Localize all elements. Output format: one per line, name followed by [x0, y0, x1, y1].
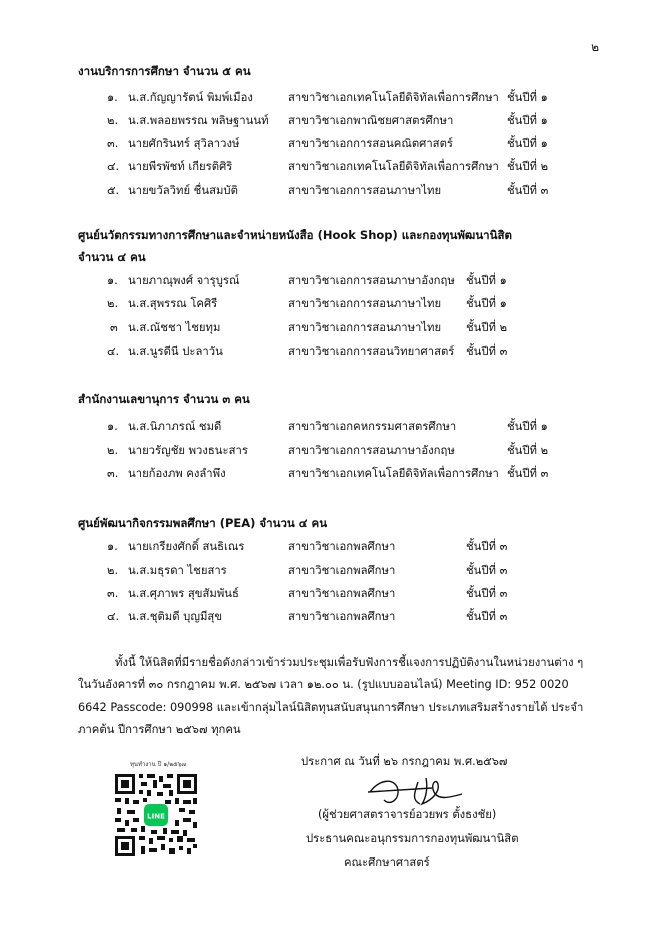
- list-item: [0, 441, 659, 459]
- student-year: ชั้นปีที่ ๓: [507, 467, 549, 480]
- item-number: ๕.: [107, 184, 120, 197]
- student-year: ชั้นปีที่ ๑: [507, 420, 548, 433]
- student-year: ชั้นปีที่ ๒: [507, 160, 549, 173]
- student-year: ชั้นปีที่ ๑: [507, 91, 548, 104]
- item-number: ๓.: [107, 587, 119, 600]
- student-name: น.ส.นูรดีนี ปะลาวัน: [128, 345, 223, 358]
- list-item: [0, 607, 659, 625]
- list-item: [0, 271, 659, 289]
- line-logo-text: LINE: [147, 812, 165, 821]
- signer-faculty: คณะศึกษาศาสตร์: [344, 856, 430, 869]
- student-year: ชั้นปีที่ ๓: [507, 184, 549, 197]
- list-item: [0, 294, 659, 312]
- item-number: ๒.: [107, 444, 119, 457]
- section-title-hook-shop: ศูนย์นวัตกรรมทางการศึกษาและจำหน่ายหนังสือ (Hook Shop) และกองทุนพัฒนานิสิต: [78, 228, 512, 242]
- student-name: น.ส.ชุติมดี บุญมีสุข: [128, 610, 223, 623]
- student-year: ชั้นปีที่ ๑: [507, 137, 548, 150]
- student-major: สาขาวิชาเอกพลศึกษา: [288, 610, 396, 623]
- student-name: น.ส.กัญญารัตน์ พิมพ์เมือง: [128, 91, 253, 104]
- student-major: สาขาวิชาเอกเทคโนโลยีดิจิทัลเพื่อการศึกษา: [288, 160, 499, 173]
- student-major: สาขาวิชาเอกการสอนวิทยาศาสตร์: [288, 345, 455, 358]
- meeting-paragraph: [78, 652, 583, 742]
- qr-code-image: [113, 772, 199, 858]
- section-title-secretary-office: สำนักงานเลขานุการ จำนวน ๓ คน: [78, 392, 250, 406]
- item-number: ๑.: [107, 274, 118, 287]
- list-item: [0, 88, 659, 106]
- student-major: สาขาวิชาเอกคหกรรมศาสตรศึกษา: [288, 420, 457, 433]
- list-item: [0, 134, 659, 152]
- paragraph-line: ภาคต้น ปีการศึกษา ๒๕๖๗ ทุกคน: [78, 723, 241, 737]
- list-item: [0, 537, 659, 555]
- item-number: ๑.: [107, 540, 118, 553]
- item-number: ๑.: [107, 91, 118, 104]
- item-number: ๔.: [107, 610, 120, 623]
- list-item: [0, 181, 659, 199]
- item-number: ๒.: [107, 564, 119, 577]
- student-name: น.ส.พลอยพรรณ พลิษฐานนท์: [128, 114, 269, 127]
- section-title-pea: ศูนย์พัฒนากิจกรรมพลศึกษา (PEA) จำนวน ๔ คน: [78, 516, 328, 530]
- list-item: [0, 561, 659, 579]
- student-year: ชั้นปีที่ ๓: [466, 610, 508, 623]
- student-major: สาขาวิชาเอกเทคโนโลยีดิจิทัลเพื่อการศึกษา: [288, 91, 499, 104]
- student-name: น.ส.ศุภาพร สุขสัมพันธ์: [128, 587, 239, 600]
- student-name: นายวรัญชัย พวงธนะสาร: [128, 444, 248, 457]
- item-number: ๓.: [107, 467, 119, 480]
- student-major: สาขาวิชาเอกการสอนภาษาอังกฤษ: [288, 444, 455, 457]
- signer-position: ประธานคณะอนุกรรมการกองทุนพัฒนานิสิต: [306, 832, 519, 845]
- item-number: ๔.: [107, 345, 120, 358]
- paragraph-line: ทั้งนี้ ให้นิสิตที่มีรายชื่อดังกล่าวเข้าร่วมประชุมเพื่อรับฟังการชี้แจงการปฏิบัติงานในหน่วยงานต่าง ๆ: [115, 656, 584, 669]
- student-year: ชั้นปีที่ ๓: [466, 345, 508, 358]
- student-major: สาขาวิชาเอกการสอนภาษาไทย: [288, 297, 442, 310]
- list-item: [0, 342, 659, 360]
- student-name: นายภาณุพงศ์ จารุบูรณ์: [128, 274, 240, 287]
- student-year: ชั้นปีที่ ๑: [507, 114, 548, 127]
- student-name: น.ส.สุพรรณ โคศิรี: [128, 297, 218, 310]
- student-major: สาขาวิชาเอกการสอนภาษาอังกฤษ: [288, 274, 455, 287]
- student-name: นายเกรียงศักดิ์ สนธิเณร: [128, 540, 245, 553]
- student-name: นายศักรินทร์ สุวิลาวงษ์: [128, 137, 240, 150]
- signer-name: (ผู้ช่วยศาสตราจารย์อวยพร ตั้งธงชัย): [318, 808, 497, 821]
- item-number: ๓.: [107, 137, 119, 150]
- student-name: น.ส.ณัชชา ไชยทุม: [128, 321, 221, 334]
- qr-caption: ทุนทำงาน ปี ๑/๒๕๖๗: [129, 761, 187, 768]
- section-title-education-service: งานบริการการศึกษา จำนวน ๕ คน: [78, 64, 251, 78]
- student-major: สาขาวิชาเอกการสอนภาษาไทย: [288, 184, 442, 197]
- student-major: สาขาวิชาเอกพาณิชยศาสตรศึกษา: [288, 114, 454, 127]
- student-name: น.ส.มธุรดา ไชยสาร: [128, 564, 227, 577]
- student-major: สาขาวิชาเอกพลศึกษา: [288, 564, 396, 577]
- student-year: ชั้นปีที่ ๓: [466, 564, 508, 577]
- student-year: ชั้นปีที่ ๓: [466, 540, 508, 553]
- student-name: นายก้องภพ คงลำพึง: [128, 467, 226, 480]
- student-year: ชั้นปีที่ ๒: [507, 444, 549, 457]
- item-number: ๔.: [107, 160, 120, 173]
- paragraph-line: ในวันอังคารที่ ๓๐ กรกฎาคม พ.ศ. ๒๕๖๗ เวลา ๑๒.๐๐ น. (รูปแบบออนไลน์) Meeting ID: 952 0020: [78, 678, 569, 692]
- line-group-qr-code[interactable]: [113, 759, 203, 858]
- student-name: นายขวัลวิทย์ ชื่นสมบัติ: [128, 184, 238, 197]
- list-item: [0, 318, 659, 336]
- item-number: ๒.: [107, 114, 119, 127]
- announcement-date: ประกาศ ณ วันที่ ๒๖ กรกฎาคม พ.ศ.๒๕๖๗: [301, 755, 508, 768]
- student-year: ชั้นปีที่ ๓: [466, 587, 508, 600]
- list-item: [0, 417, 659, 435]
- student-year: ชั้นปีที่ ๒: [466, 321, 508, 334]
- student-major: สาขาวิชาเอกเทคโนโลยีดิจิทัลเพื่อการศึกษา: [288, 467, 499, 480]
- item-number: ๓: [110, 321, 118, 334]
- student-major: สาขาวิชาเอกการสอนคณิตศาสตร์: [288, 137, 453, 150]
- page-number: ๒: [591, 40, 599, 54]
- student-major: สาขาวิชาเอกพลศึกษา: [288, 587, 396, 600]
- item-number: ๒.: [107, 297, 119, 310]
- student-year: ชั้นปีที่ ๑: [466, 274, 507, 287]
- section-subtitle-hook-shop: จำนวน ๔ คน: [78, 250, 146, 264]
- student-year: ชั้นปีที่ ๑: [466, 297, 507, 310]
- student-major: สาขาวิชาเอกการสอนภาษาไทย: [288, 321, 442, 334]
- list-item: [0, 584, 659, 602]
- item-number: ๑.: [107, 420, 118, 433]
- student-name: น.ส.นิภาภรณ์ ชมดี: [128, 420, 222, 433]
- student-major: สาขาวิชาเอกพลศึกษา: [288, 540, 396, 553]
- list-item: [0, 464, 659, 482]
- list-item: [0, 157, 659, 175]
- student-name: นายพีรพัชท์ เกียรติศิริ: [128, 160, 233, 173]
- paragraph-line: 6642 Passcode: 090998 และเข้ากลุ่มไลน์นิสิตทุนสนับสนุนการศึกษา ประเภทเสริมสร้างรายได้ ประจำ: [78, 700, 584, 714]
- list-item: [0, 111, 659, 129]
